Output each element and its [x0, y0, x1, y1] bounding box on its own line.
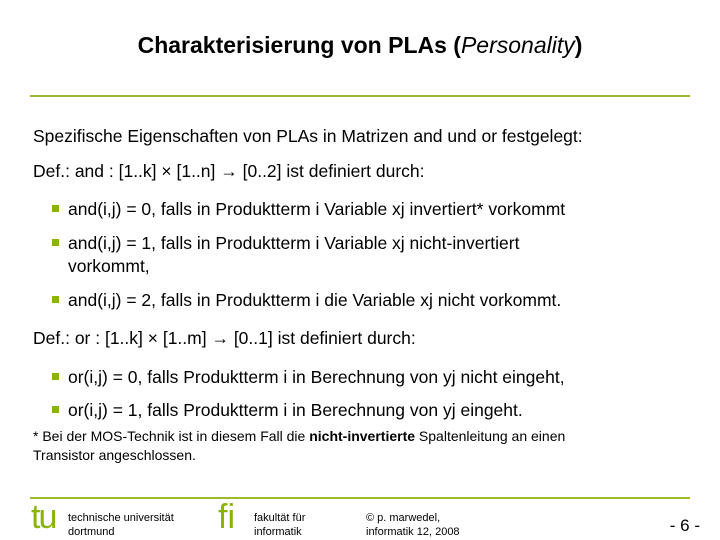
page-number: - 6 -: [669, 516, 700, 535]
bullet-square-icon: [52, 239, 59, 246]
def-and: Def.: and : [1..k] × [1..n] → [0..2] ist definiert durch:: [33, 161, 425, 181]
bullet-square-icon: [52, 296, 59, 303]
tu-logo: tu: [31, 498, 56, 536]
bullet-square-icon: [52, 373, 59, 380]
footer-faculty: fakultät für informatik: [254, 512, 306, 538]
footer-university: technische universität dortmund: [68, 512, 174, 538]
bullet-square-icon: [52, 205, 59, 212]
fi-logo: fi: [218, 498, 235, 536]
footer-copyright: © p. marwedel, informatik 12, 2008: [366, 512, 460, 538]
def-or: Def.: or : [1..k] × [1..m] → [0..1] ist definiert durch:: [33, 328, 416, 348]
slide-title: Charakterisierung von PLAs (Personality): [137, 32, 583, 58]
bullet-square-icon: [52, 406, 59, 413]
title-rule: [30, 95, 690, 97]
footer-rule: [30, 497, 690, 499]
footnote: * Bei der MOS-Technik ist in diesem Fall die nicht-invertierte Spaltenleitung an einen Transistor angeschlossen.: [33, 428, 566, 463]
intro-text: Spezifische Eigenschaften von PLAs in Matrizen and und or festgelegt:: [33, 126, 583, 146]
